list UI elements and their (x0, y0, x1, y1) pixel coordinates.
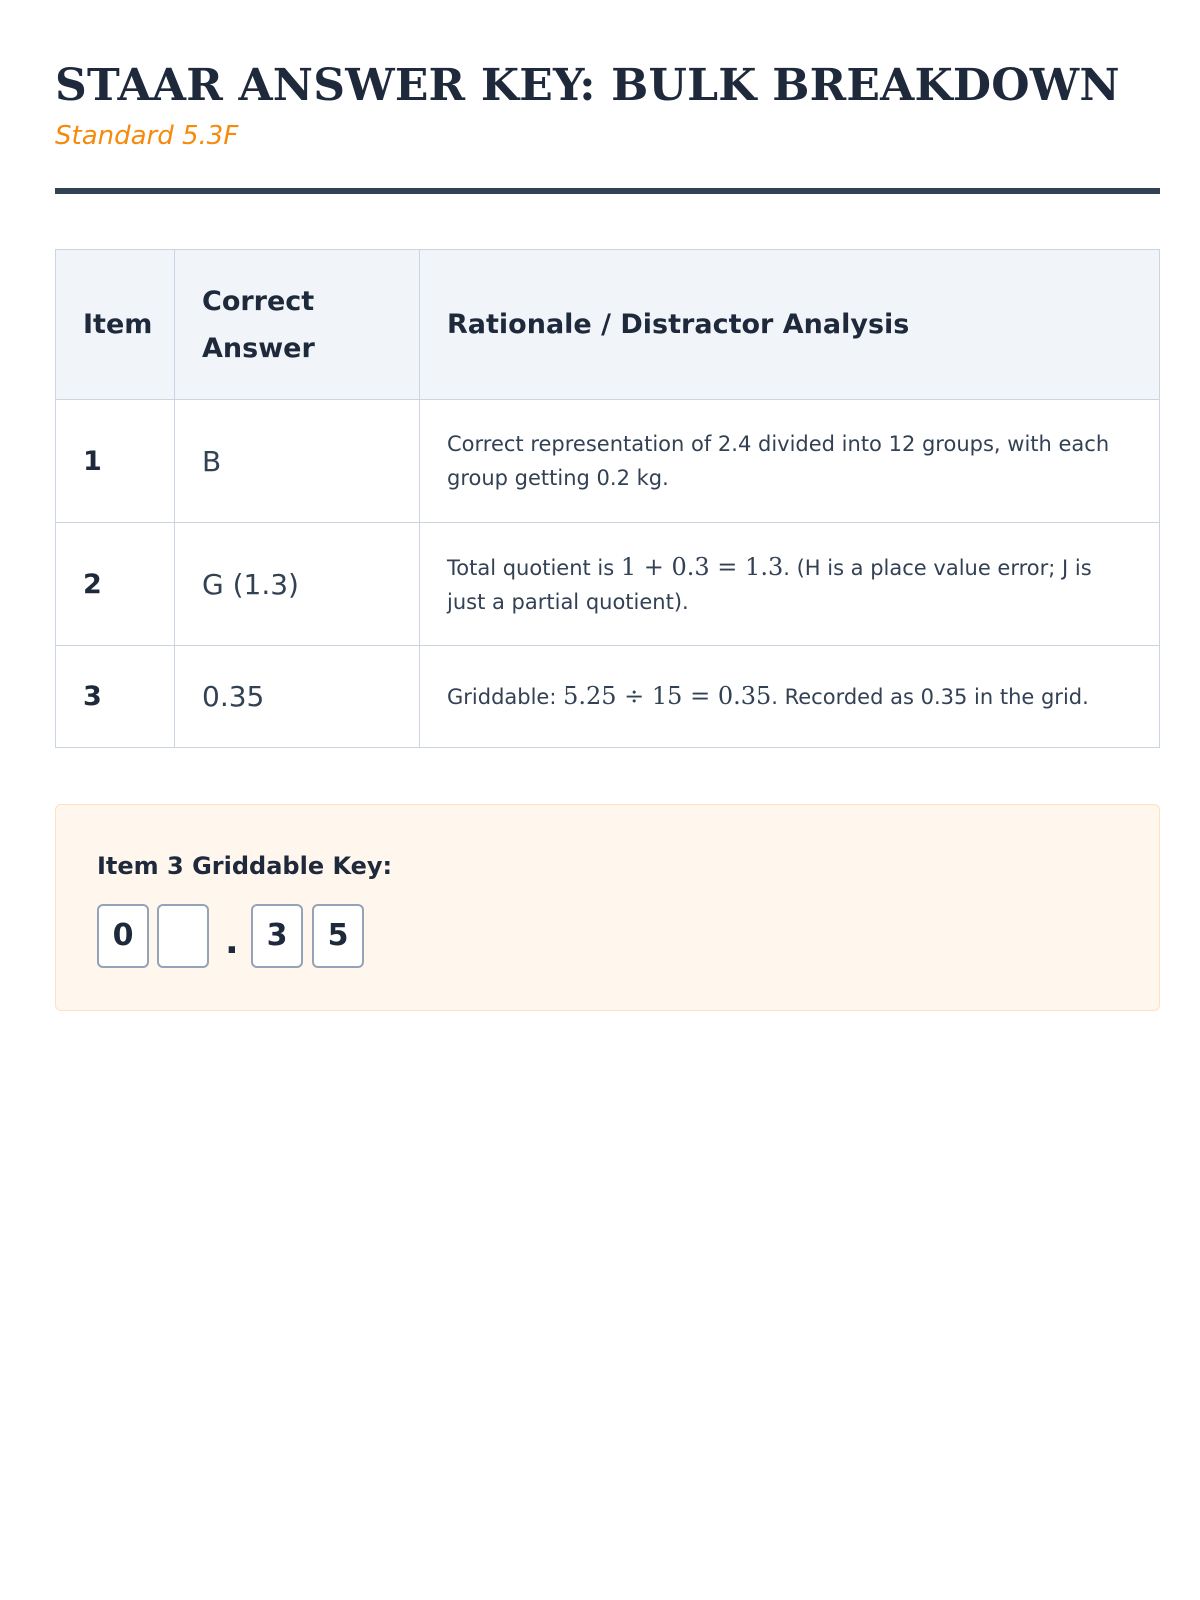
table-row (56, 400, 1160, 523)
rationale-text-after: . Recorded as 0.35 in the grid. (771, 685, 1089, 709)
standard-subtitle: Standard 5.3F (55, 121, 239, 151)
header-rationale: Rationale / Distractor Analysis (420, 250, 1160, 400)
header-item: Item (56, 250, 175, 400)
correct-answer: B (175, 400, 420, 523)
rationale-math: 1 + 0.3 = 1.3 (620, 552, 784, 581)
grid-cell-1: 0 (97, 904, 149, 968)
grid-cell-4: 5 (312, 904, 364, 968)
griddable-key-box (55, 804, 1160, 1011)
item-number: 2 (56, 523, 175, 646)
grid-cell-2 (157, 904, 209, 968)
table-row (56, 646, 1160, 748)
rationale-math: 5.25 ÷ 15 = 0.35 (563, 682, 772, 710)
page-title: STAAR ANSWER KEY: BULK BREAKDOWN (55, 60, 1120, 111)
rationale (420, 523, 1160, 646)
correct-answer: G (1.3) (175, 523, 420, 646)
rationale-text-before: Total quotient is (447, 555, 621, 580)
header-correct-answer: Correct Answer (175, 250, 420, 400)
header-divider (55, 188, 1160, 194)
answer-key-table (55, 249, 1160, 748)
rationale-text-after: . (H is a place value error; J is just a partial quotient). (447, 555, 1092, 614)
griddable-key-label: Item 3 Griddable Key: (97, 852, 393, 880)
table-row (56, 523, 1160, 646)
rationale: Correct representation of 2.4 divided into 12 groups, with each group getting 0.2 kg. (420, 400, 1160, 523)
rationale (420, 646, 1160, 748)
grid-decimal-point: . (225, 921, 239, 962)
grid-cell-3: 3 (251, 904, 303, 968)
item-number: 1 (56, 400, 175, 523)
item-number: 3 (56, 646, 175, 748)
rationale-text-before: Griddable: (447, 685, 564, 709)
table-header-row (56, 250, 1160, 400)
correct-answer: 0.35 (175, 646, 420, 748)
